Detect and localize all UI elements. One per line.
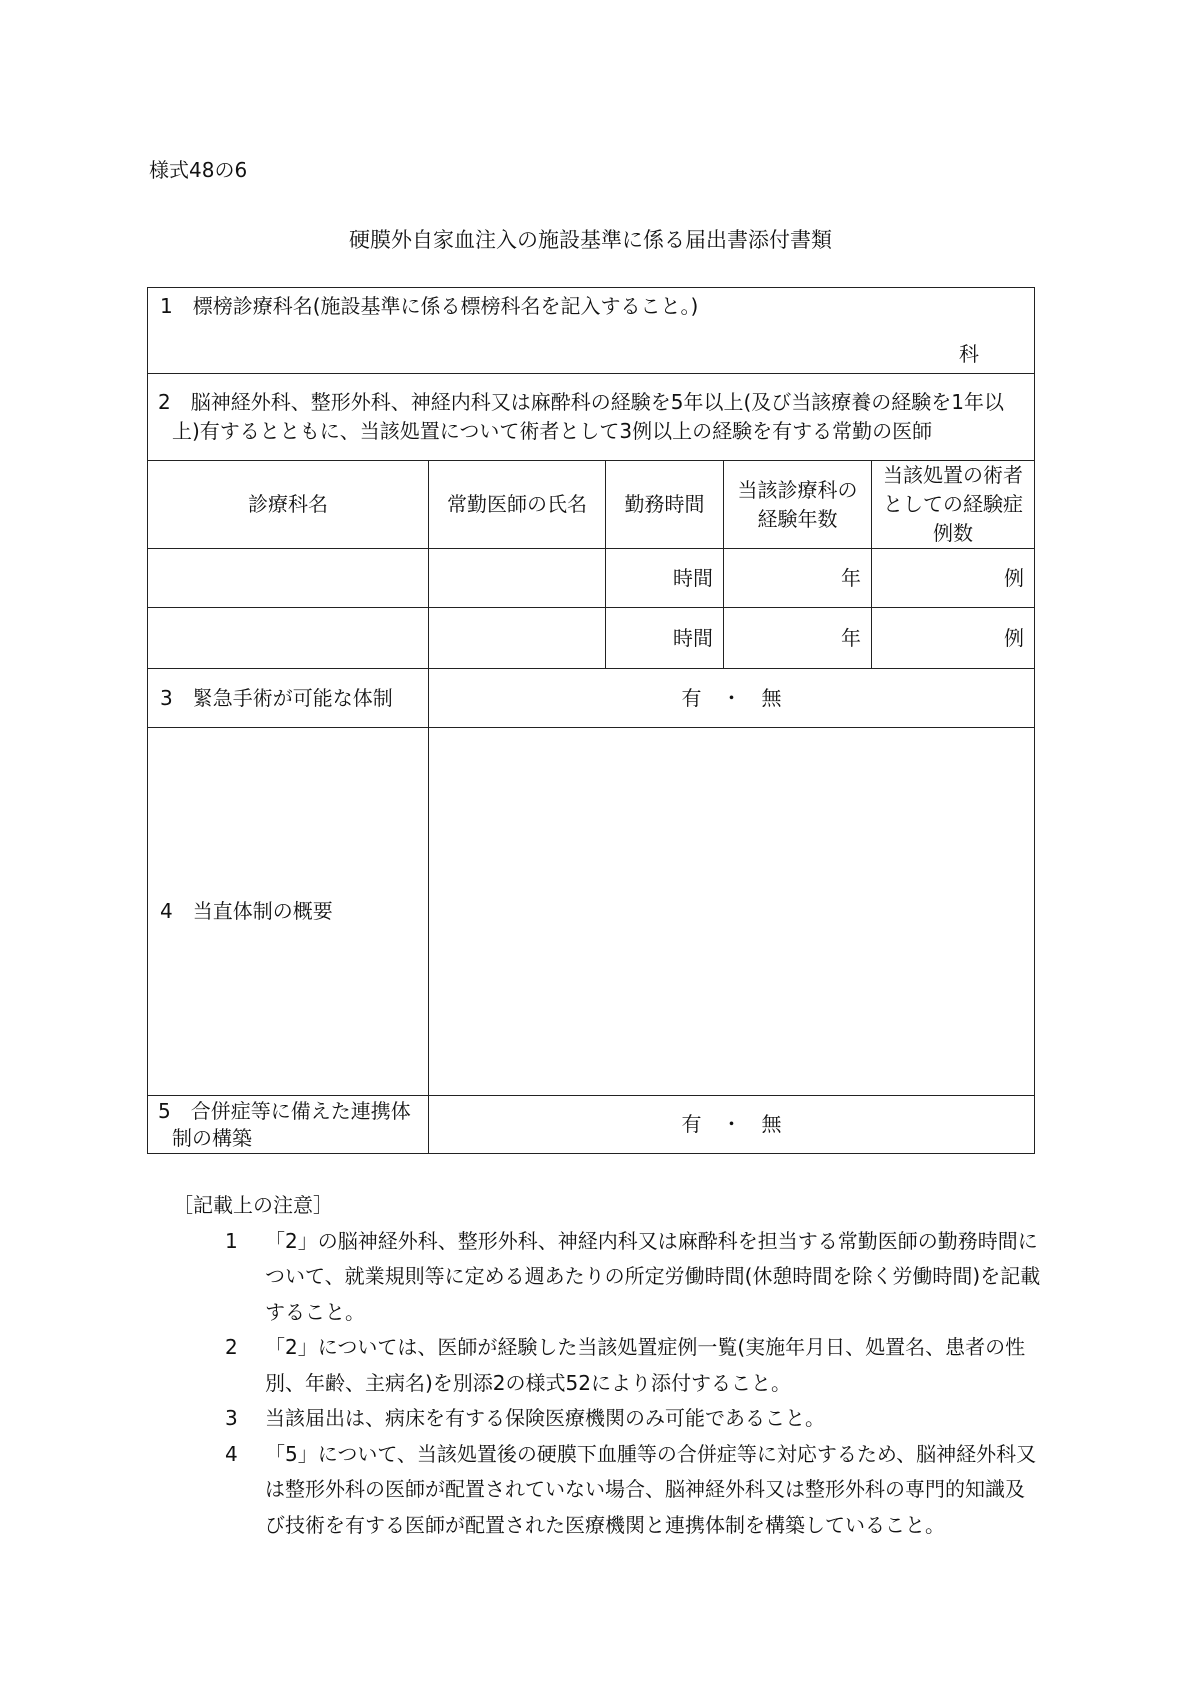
cases-input[interactable]: 例 [872, 549, 1035, 608]
header-doctor-name: 常勤医師の氏名 [429, 461, 606, 549]
document-title: 硬膜外自家血注入の施設基準に係る届出書添付書類 [349, 228, 832, 252]
notes-section [173, 1188, 1043, 1543]
section3-row [148, 669, 1035, 728]
note-number: 4 [225, 1441, 238, 1466]
section1-row [148, 288, 1035, 374]
department-input[interactable] [148, 608, 429, 669]
section5-label: 5 合併症等に備えた連携体制の構築 [148, 1096, 429, 1154]
section2-row [148, 374, 1035, 461]
form-number: 様式48の6 [149, 158, 248, 182]
section1-label: 1 標榜診療科名(施設基準に係る標榜科名を記入すること。) [160, 294, 699, 318]
note-number: 2 [225, 1335, 238, 1359]
years-input[interactable]: 年 [724, 549, 872, 608]
doctor-name-input[interactable] [429, 608, 606, 669]
note-text: 「2」については、医師が経験した当該処置症例一覧(実施年月日、処置名、患者の性別、年齢、主病名)を別添2の様式52により添付すること。 [265, 1335, 1026, 1395]
note-text: 「5」について、当該処置後の硬膜下血腫等の合併症等に対応するため、脳神経外科又は整形外科の医師が配置されていない場合、脳神経外科又は整形外科の専門的知識及び技術を有する医師が配置された医療機関と連携体制を構築していること。 [265, 1441, 1037, 1537]
section2-label: 2 脳神経外科、整形外科、神経内科又は麻酔科の経験を5年以上(及び当該療養の経験を1年以上)有するとともに、当該処置について術者として3例以上の経験を有する常勤の医師 [148, 374, 1035, 461]
note-text: 当該届出は、病床を有する保険医療機関のみ可能であること。 [265, 1406, 825, 1430]
cases-input[interactable]: 例 [872, 608, 1035, 669]
department-input[interactable] [148, 549, 429, 608]
note-item [213, 1224, 1043, 1331]
night-duty-summary-field[interactable] [429, 728, 1035, 1096]
note-number: 1 [225, 1228, 238, 1253]
header-hours: 勤務時間 [606, 461, 724, 549]
department-suffix: 科 [959, 342, 980, 366]
form-table [147, 287, 1035, 1154]
note-item [213, 1401, 1043, 1437]
hours-input[interactable]: 時間 [606, 549, 724, 608]
section5-row [148, 1096, 1035, 1154]
section4-row [148, 728, 1035, 1096]
hours-input[interactable]: 時間 [606, 608, 724, 669]
section3-label: 3 緊急手術が可能な体制 [148, 669, 429, 728]
emergency-surgery-choice[interactable]: 有 ・ 無 [429, 669, 1035, 728]
table-row [148, 608, 1035, 669]
years-input[interactable]: 年 [724, 608, 872, 669]
doctor-name-input[interactable] [429, 549, 606, 608]
table-header-row [148, 461, 1035, 549]
cooperation-system-choice[interactable]: 有 ・ 無 [429, 1096, 1035, 1154]
table-row [148, 549, 1035, 608]
header-cases: 当該処置の術者としての経験症例数 [872, 461, 1035, 549]
note-number: 3 [225, 1406, 238, 1430]
note-item [213, 1437, 1043, 1544]
header-department: 診療科名 [148, 461, 429, 549]
notes-heading: ［記載上の注意］ [173, 1193, 333, 1217]
department-field[interactable] [148, 288, 1035, 374]
header-years: 当該診療科の経験年数 [724, 461, 872, 549]
note-item [213, 1330, 1043, 1401]
note-text: 「2」の脳神経外科、整形外科、神経内科又は麻酔科を担当する常勤医師の勤務時間について、就業規則等に定める週あたりの所定労働時間(休憩時間を除く労働時間)を記載すること。 [265, 1228, 1041, 1324]
section4-label: 4 当直体制の概要 [148, 728, 429, 1096]
